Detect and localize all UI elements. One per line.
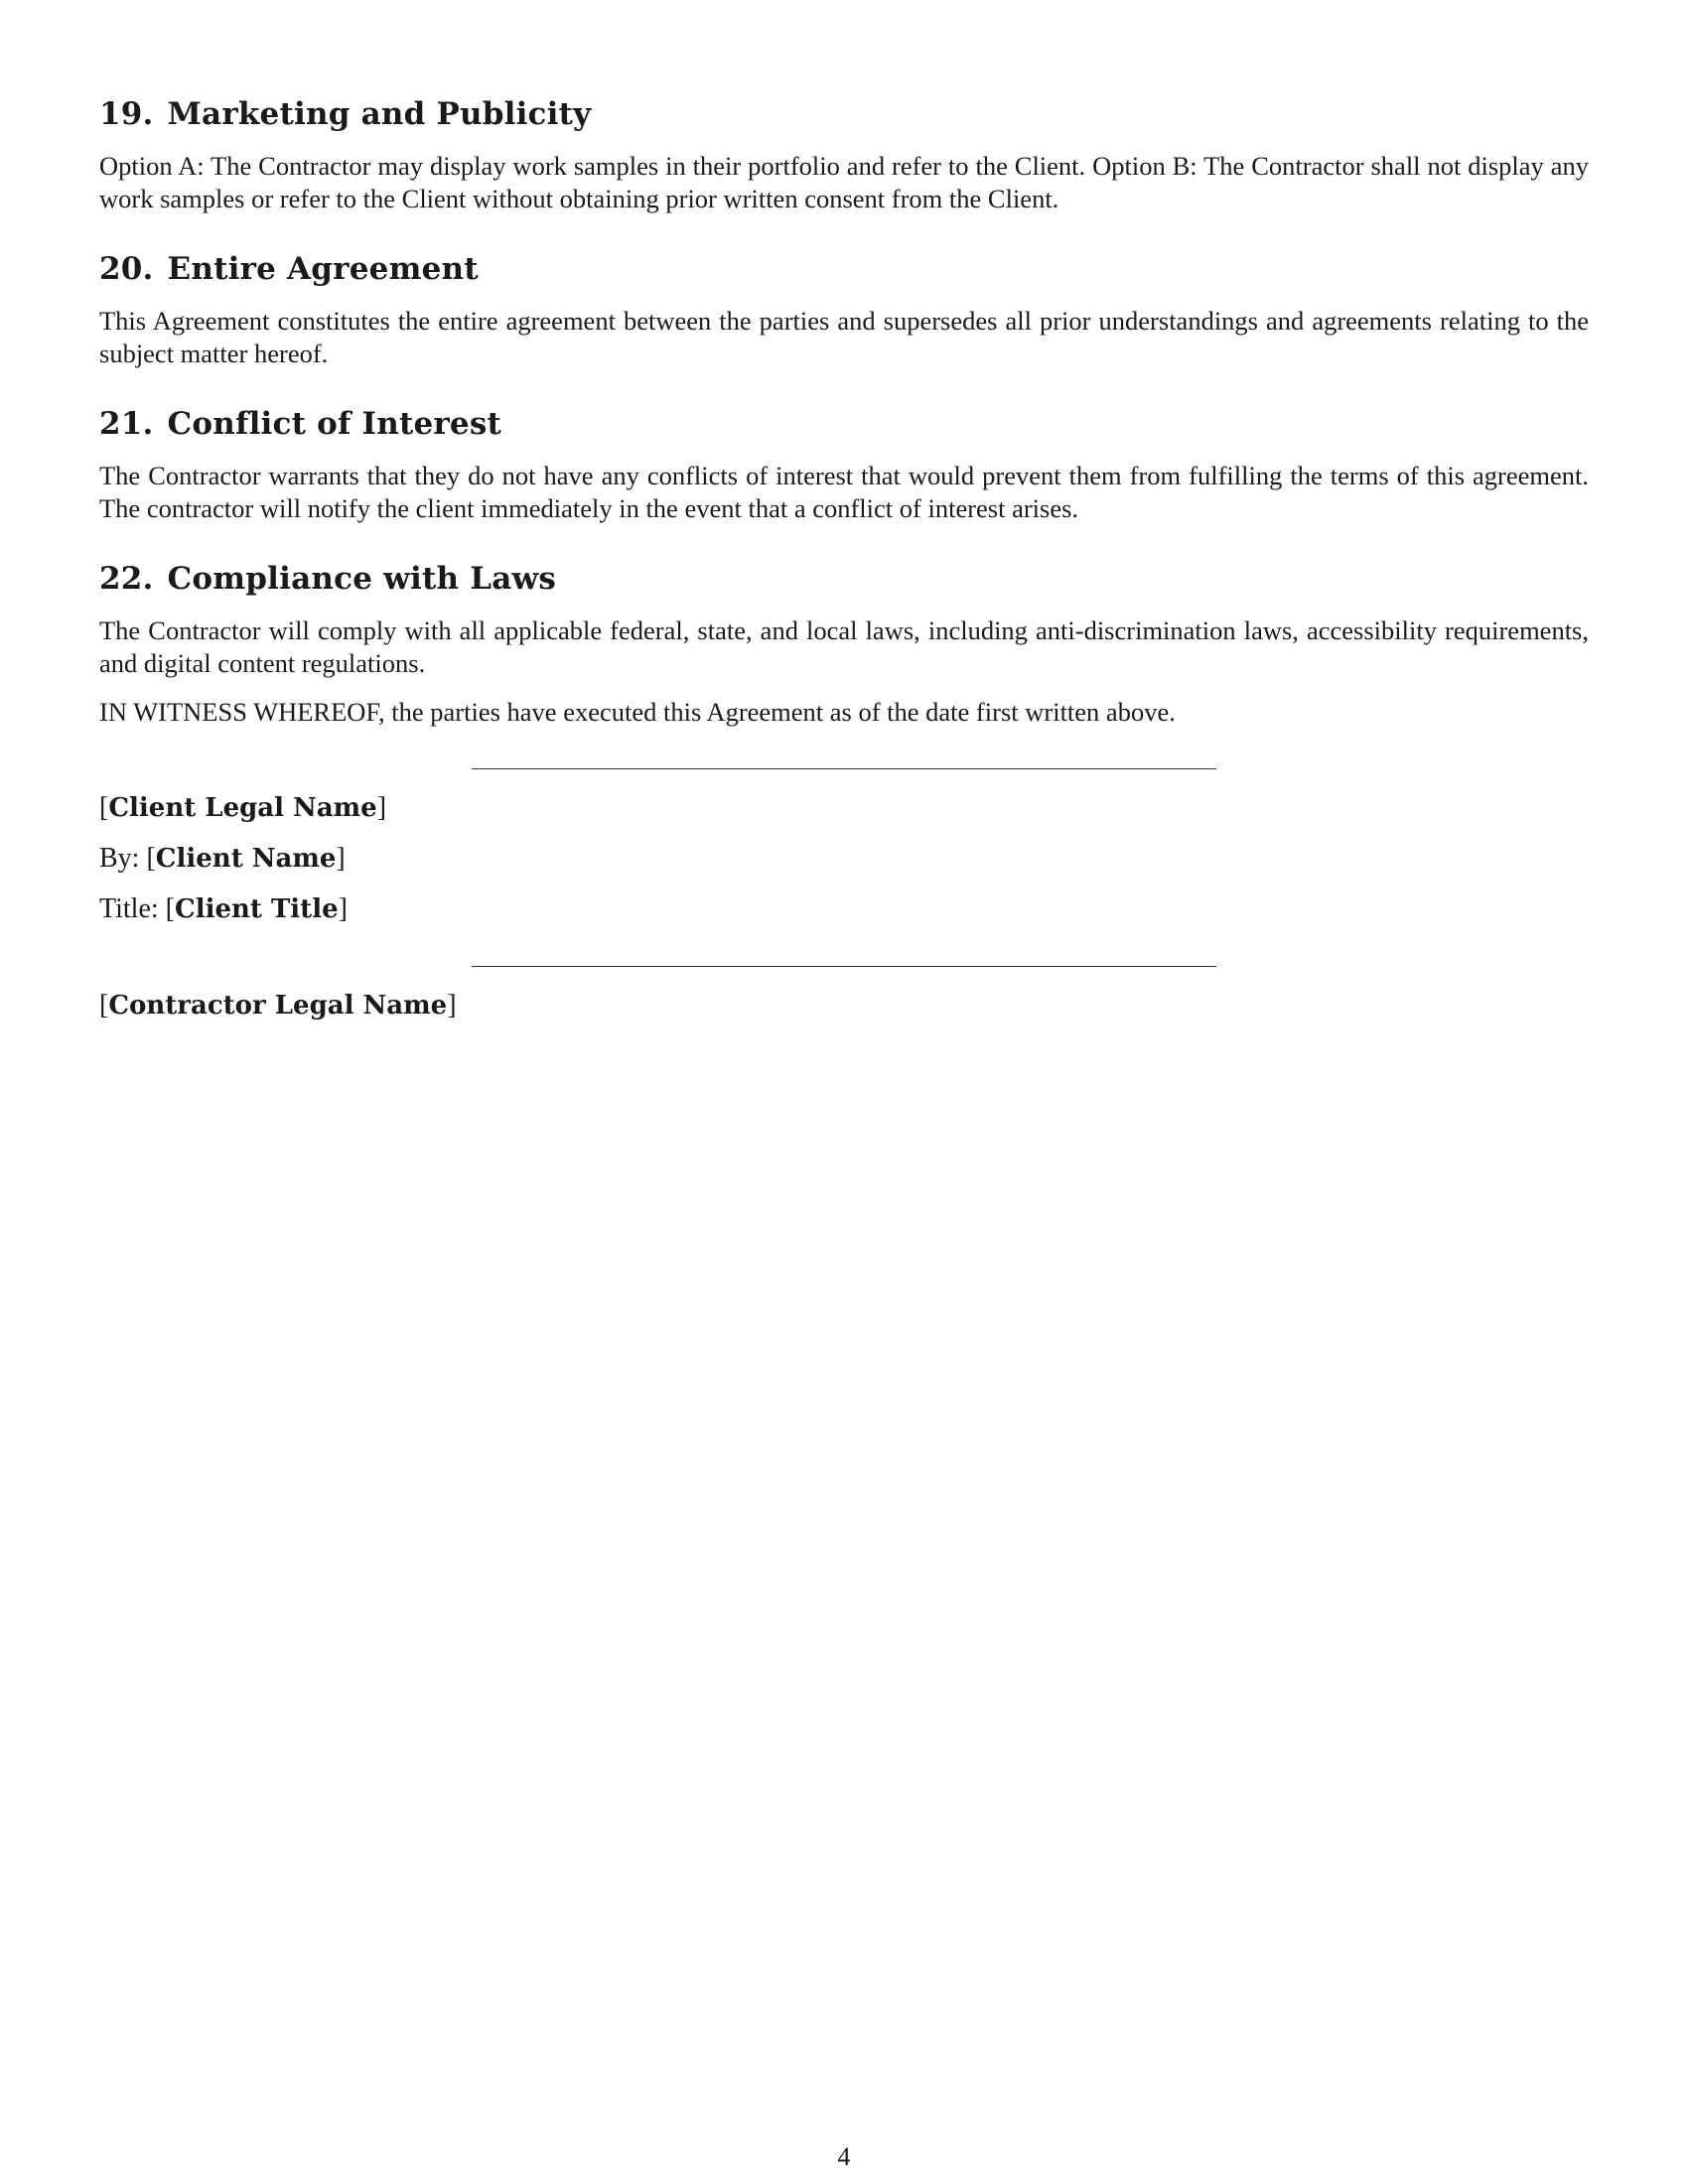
section-number: 19. xyxy=(99,96,154,132)
contractor-legal-name: [Contractor Legal Name] xyxy=(99,990,457,1021)
section-title: Compliance with Laws xyxy=(167,561,557,597)
client-legal-name: [Client Legal Name] xyxy=(99,792,387,823)
client-title-line: Title: [Client Title] xyxy=(99,893,348,924)
section-entire-agreement xyxy=(99,249,1589,370)
client-name-value: Client Name xyxy=(155,844,337,874)
section-heading xyxy=(99,404,1589,444)
section-title: Conflict of Interest xyxy=(167,406,502,442)
client-by-line: By: [Client Name] xyxy=(99,843,346,874)
document-page xyxy=(99,94,1589,1023)
section-number: 22. xyxy=(99,561,154,597)
client-legal-name-value: Client Legal Name xyxy=(108,793,377,823)
section-number: 20. xyxy=(99,251,154,287)
contractor-legal-name-value: Contractor Legal Name xyxy=(108,991,448,1021)
by-label: By: xyxy=(99,843,140,874)
client-signature-line xyxy=(472,768,1216,769)
section-heading xyxy=(99,559,1589,599)
contractor-signature-line xyxy=(472,966,1216,967)
title-label: Title: xyxy=(99,893,159,924)
section-body: This Agreement constitutes the entire agreement between the parties and supersedes all prior understandings and agreements relating to the subject matter hereof. xyxy=(99,306,1589,368)
section-body: The Contractor warrants that they do not have any conflicts of interest that would prevent them from fulfilling the terms of this agreement. The contractor will notify the client immediately in the event that a conflict of interest arises. xyxy=(99,461,1589,523)
section-body: Option A: The Contractor may display work samples in their portfolio and refer to the Client. Option B: The Contractor shall not display any work samples or refer to the Client without obtaining prior written consent from the Client. xyxy=(99,151,1589,213)
section-title: Marketing and Publicity xyxy=(167,96,592,132)
client-title-value: Client Title xyxy=(175,894,339,924)
witness-statement: IN WITNESS WHEREOF, the parties have executed this Agreement as of the date first written above. xyxy=(99,697,1176,727)
page-number: 4 xyxy=(837,2142,851,2171)
section-heading xyxy=(99,249,1589,289)
section-title: Entire Agreement xyxy=(167,251,479,287)
section-marketing-and-publicity xyxy=(99,94,1589,215)
section-conflict-of-interest xyxy=(99,404,1589,525)
section-compliance-with-laws xyxy=(99,559,1589,680)
section-heading xyxy=(99,94,1589,134)
section-number: 21. xyxy=(99,406,154,442)
section-body: The Contractor will comply with all applicable federal, state, and local laws, including anti-discrimination laws, accessibility requirements, and digital content regulations. xyxy=(99,615,1589,678)
